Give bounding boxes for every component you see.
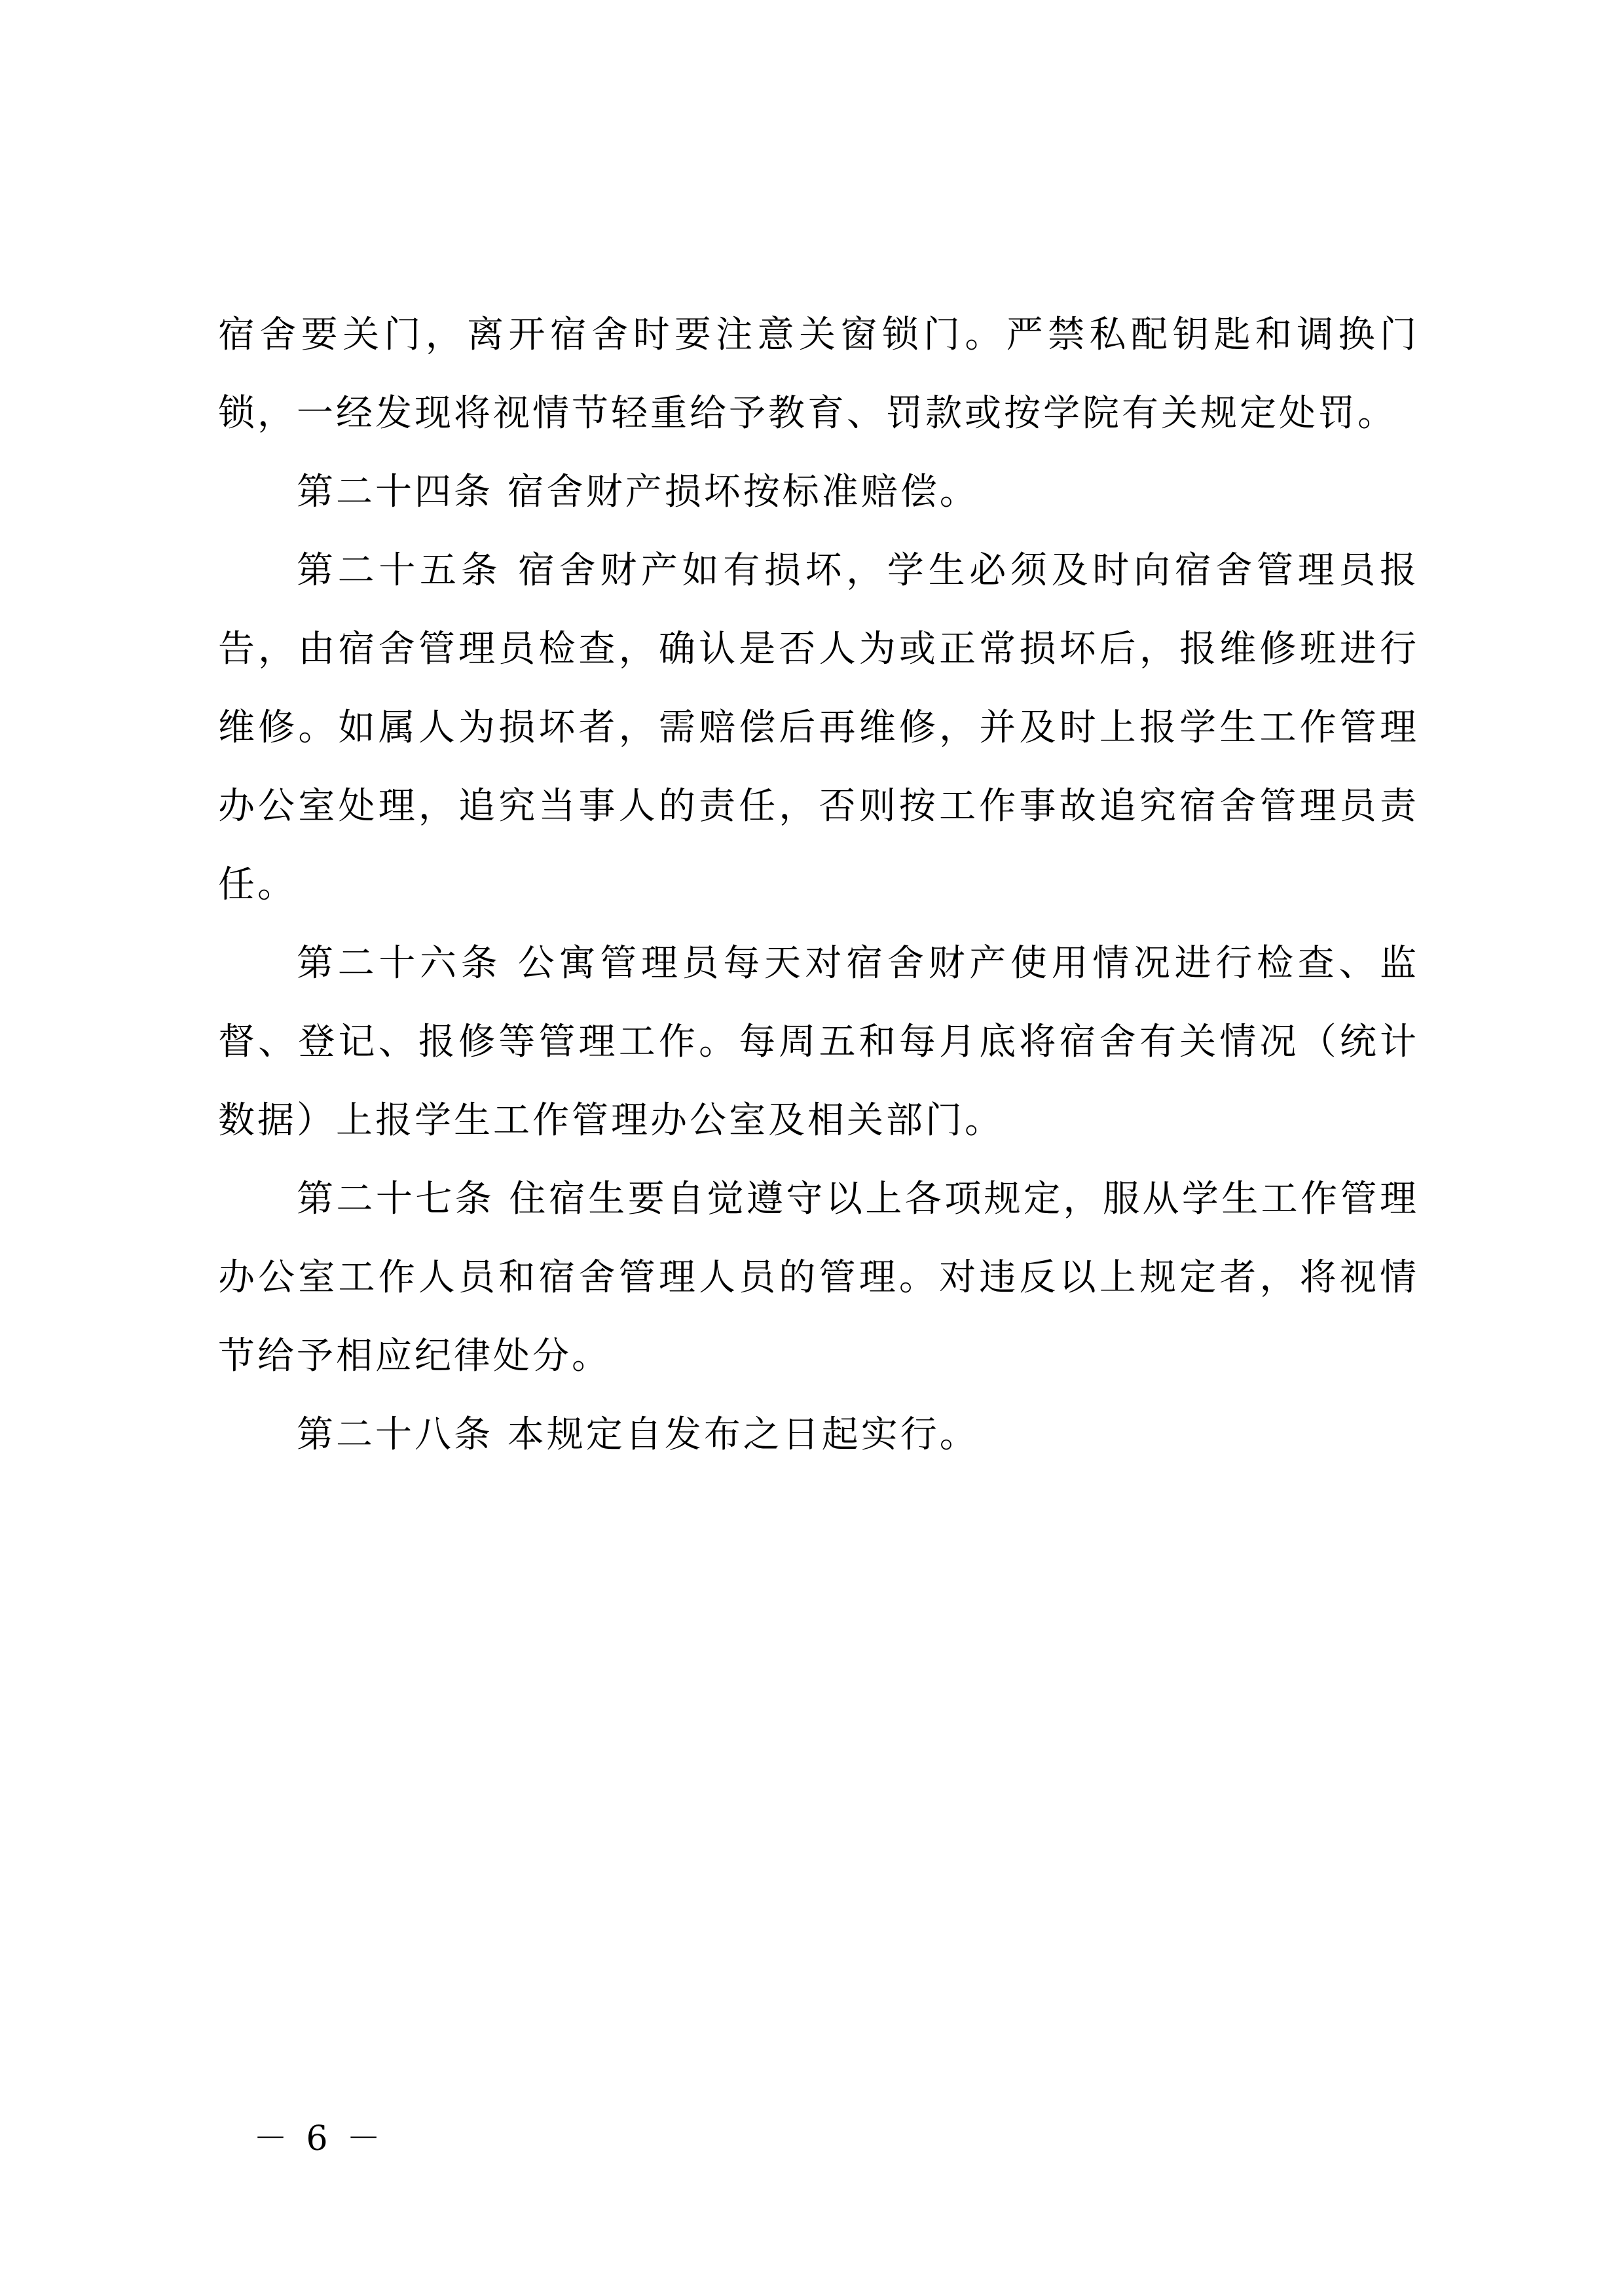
paragraph-continuation: 宿舍要关门，离开宿舍时要注意关窗锁门。严禁私配钥匙和调换门锁，一经发现将视情节轻重给予教育、罚款或按学院有关规定处罚。 (218, 314, 1419, 435)
article-27: 第二十七条 住宿生要自觉遵守以上各项规定，服从学生工作管理办公室工作人员和宿舍管理人员的管理。对违反以上规定者，将视情节给予相应纪律处分。 (218, 1178, 1419, 1377)
article-24: 第二十四条 宿舍财产损坏按标准赔偿。 (297, 471, 979, 513)
page-number: － 6 － (253, 2119, 385, 2159)
document-body (218, 296, 1419, 1474)
article-25: 第二十五条 宿舍财产如有损坏，学生必须及时向宿舍管理员报告，由宿舍管理员检查，确认是否人为或正常损坏后，报维修班进行维修。如属人为损坏者，需赔偿后再维修，并及时上报学生工作管理办公室处理，追究当事人的责任，否则按工作事故追究宿舍管理员责任。 (218, 549, 1419, 906)
article-28: 第二十八条 本规定自发布之日起实行。 (297, 1413, 979, 1456)
article-26: 第二十六条 公寓管理员每天对宿舍财产使用情况进行检查、监督、登记、报修等管理工作。每周五和每月底将宿舍有关情况（统计数据）上报学生工作管理办公室及相关部门。 (218, 942, 1419, 1142)
